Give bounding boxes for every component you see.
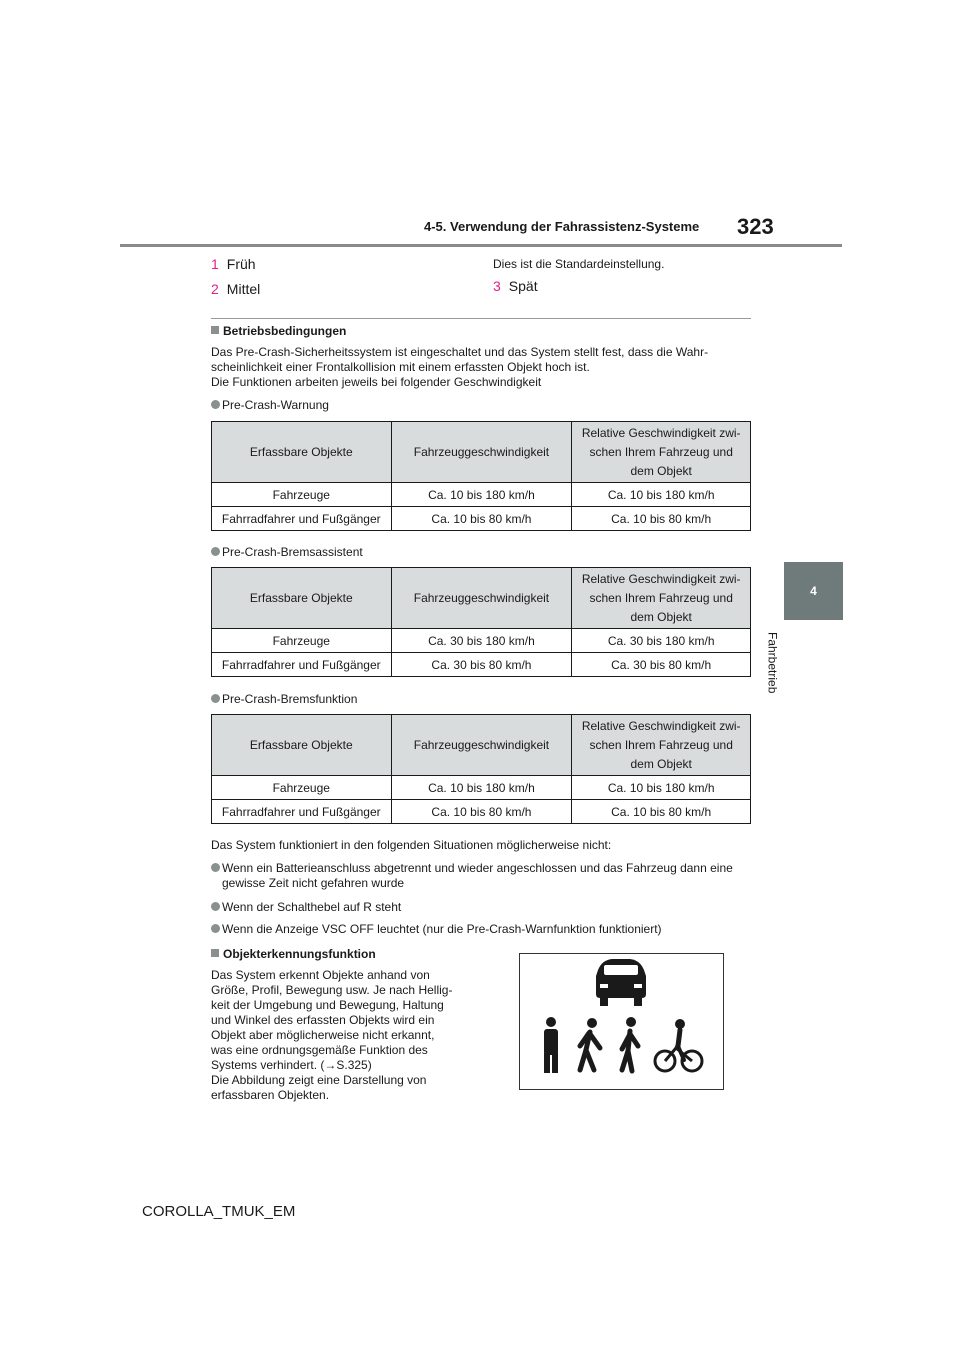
header-rule bbox=[120, 244, 842, 247]
object-recognition-heading: Objekterkennungsfunktion bbox=[211, 947, 376, 961]
section-title: 4-5. Verwendung der Fahrassistenz-Systeme bbox=[424, 219, 700, 234]
speed-table-warning bbox=[211, 421, 751, 531]
speed-table-brake-assist bbox=[211, 567, 751, 677]
option-label: Früh bbox=[226, 256, 256, 272]
document-code: COROLLA_TMUK_EM bbox=[142, 1203, 296, 1220]
default-note: Dies ist die Standardeinstellung. bbox=[493, 257, 665, 271]
table-row: Fahrzeuge Ca. 10 bis 180 km/h Ca. 10 bis 180 km/h bbox=[212, 483, 751, 507]
option-late bbox=[493, 278, 538, 294]
header-relative-speed: Relative Geschwindigkeit zwi- schen Ihrem Fahrzeug und dem Objekt bbox=[572, 568, 751, 629]
limitation-item: Wenn ein Batterieanschluss abgetrennt und wieder angeschlossen und das Fahrzeug dann eine gewisse Zeit nicht gefahren wurde bbox=[211, 861, 762, 891]
table-row: Fahrzeuge Ca. 10 bis 180 km/h Ca. 10 bis 180 km/h bbox=[212, 776, 751, 800]
speed-table-brake-function bbox=[211, 714, 751, 824]
limitation-item: Wenn der Schalthebel auf R steht bbox=[211, 900, 762, 915]
car-icon bbox=[596, 959, 646, 1006]
header-objects: Erfassbare Objekte bbox=[212, 422, 392, 483]
chapter-tab bbox=[784, 562, 843, 620]
option-label: Mittel bbox=[226, 281, 261, 297]
table-title-brake-function: Pre-Crash-Bremsfunktion bbox=[211, 692, 762, 707]
table-row: Fahrzeuge Ca. 30 bis 180 km/h Ca. 30 bis 180 km/h bbox=[212, 629, 751, 653]
chapter-number: 4 bbox=[810, 584, 817, 598]
table-title-warning: Pre-Crash-Warnung bbox=[211, 398, 762, 413]
table-row: Fahrradfahrer und Fußgänger Ca. 10 bis 80 km/h Ca. 10 bis 80 km/h bbox=[212, 507, 751, 531]
option-number: 1 bbox=[211, 256, 219, 272]
square-bullet-icon bbox=[211, 949, 219, 957]
header-relative-speed: Relative Geschwindigkeit zwi- schen Ihrem Fahrzeug und dem Objekt bbox=[572, 422, 751, 483]
chapter-label-container bbox=[765, 632, 810, 712]
option-number: 3 bbox=[493, 278, 501, 294]
chapter-label: Fahrbetrieb bbox=[765, 632, 780, 694]
operating-heading: Betriebsbedingungen bbox=[211, 324, 346, 338]
option-number: 2 bbox=[211, 281, 219, 297]
pedestrian-standing-icon bbox=[544, 1017, 558, 1073]
table-row: Fahrradfahrer und Fußgänger Ca. 10 bis 80 km/h Ca. 10 bis 80 km/h bbox=[212, 800, 751, 824]
option-label: Spät bbox=[508, 278, 538, 294]
object-recognition-text: Das System erkennt Objekte anhand von Größe, Profil, Bewegung usw. Je nach Hellig- keit der Umgebung und Bewegung, Haltung und Winkel des erfassten Objekts wird ein Objekt aber möglicherweise nicht erkannt, was eine ordnungsgemäße Funktion des Systems verhindert. (→S.325) Die Abbildung zeigt eine Darstellung von erfassbaren Objekten. bbox=[211, 968, 453, 1102]
detectable-objects-illustration bbox=[519, 953, 724, 1090]
header-objects: Erfassbare Objekte bbox=[212, 715, 392, 776]
header-objects: Erfassbare Objekte bbox=[212, 568, 392, 629]
option-medium bbox=[211, 281, 260, 297]
table-row: Fahrradfahrer und Fußgänger Ca. 30 bis 80 km/h Ca. 30 bis 80 km/h bbox=[212, 653, 751, 677]
pedestrian-running-icon bbox=[622, 1017, 638, 1071]
square-bullet-icon bbox=[211, 326, 219, 334]
section-separator bbox=[211, 318, 751, 319]
option-early bbox=[211, 256, 256, 272]
page-number: 323 bbox=[737, 214, 774, 239]
table-title-brake-assist: Pre-Crash-Bremsassistent bbox=[211, 545, 762, 560]
limitation-item: Wenn die Anzeige VSC OFF leuchtet (nur die Pre-Crash-Warnfunktion funktioniert) bbox=[211, 922, 762, 937]
limitations-intro: Das System funktioniert in den folgenden Situationen möglicherweise nicht: bbox=[211, 838, 612, 852]
operating-text: Das Pre-Crash-Sicherheitssystem ist eingeschaltet und das System stellt fest, dass die Wahr- scheinlichkeit einer Frontalkollision mit einem erfassten Objekt hoch ist. Die Funktionen arbeiten jeweils bei folgender Geschwindigkeit bbox=[211, 345, 709, 389]
header-vehicle-speed: Fahrzeuggeschwindigkeit bbox=[391, 715, 572, 776]
cyclist-icon bbox=[655, 1019, 702, 1071]
header-relative-speed: Relative Geschwindigkeit zwi- schen Ihrem Fahrzeug und dem Objekt bbox=[572, 715, 751, 776]
pedestrian-walking-icon bbox=[580, 1018, 600, 1070]
header-vehicle-speed: Fahrzeuggeschwindigkeit bbox=[391, 422, 572, 483]
header-vehicle-speed: Fahrzeuggeschwindigkeit bbox=[391, 568, 572, 629]
